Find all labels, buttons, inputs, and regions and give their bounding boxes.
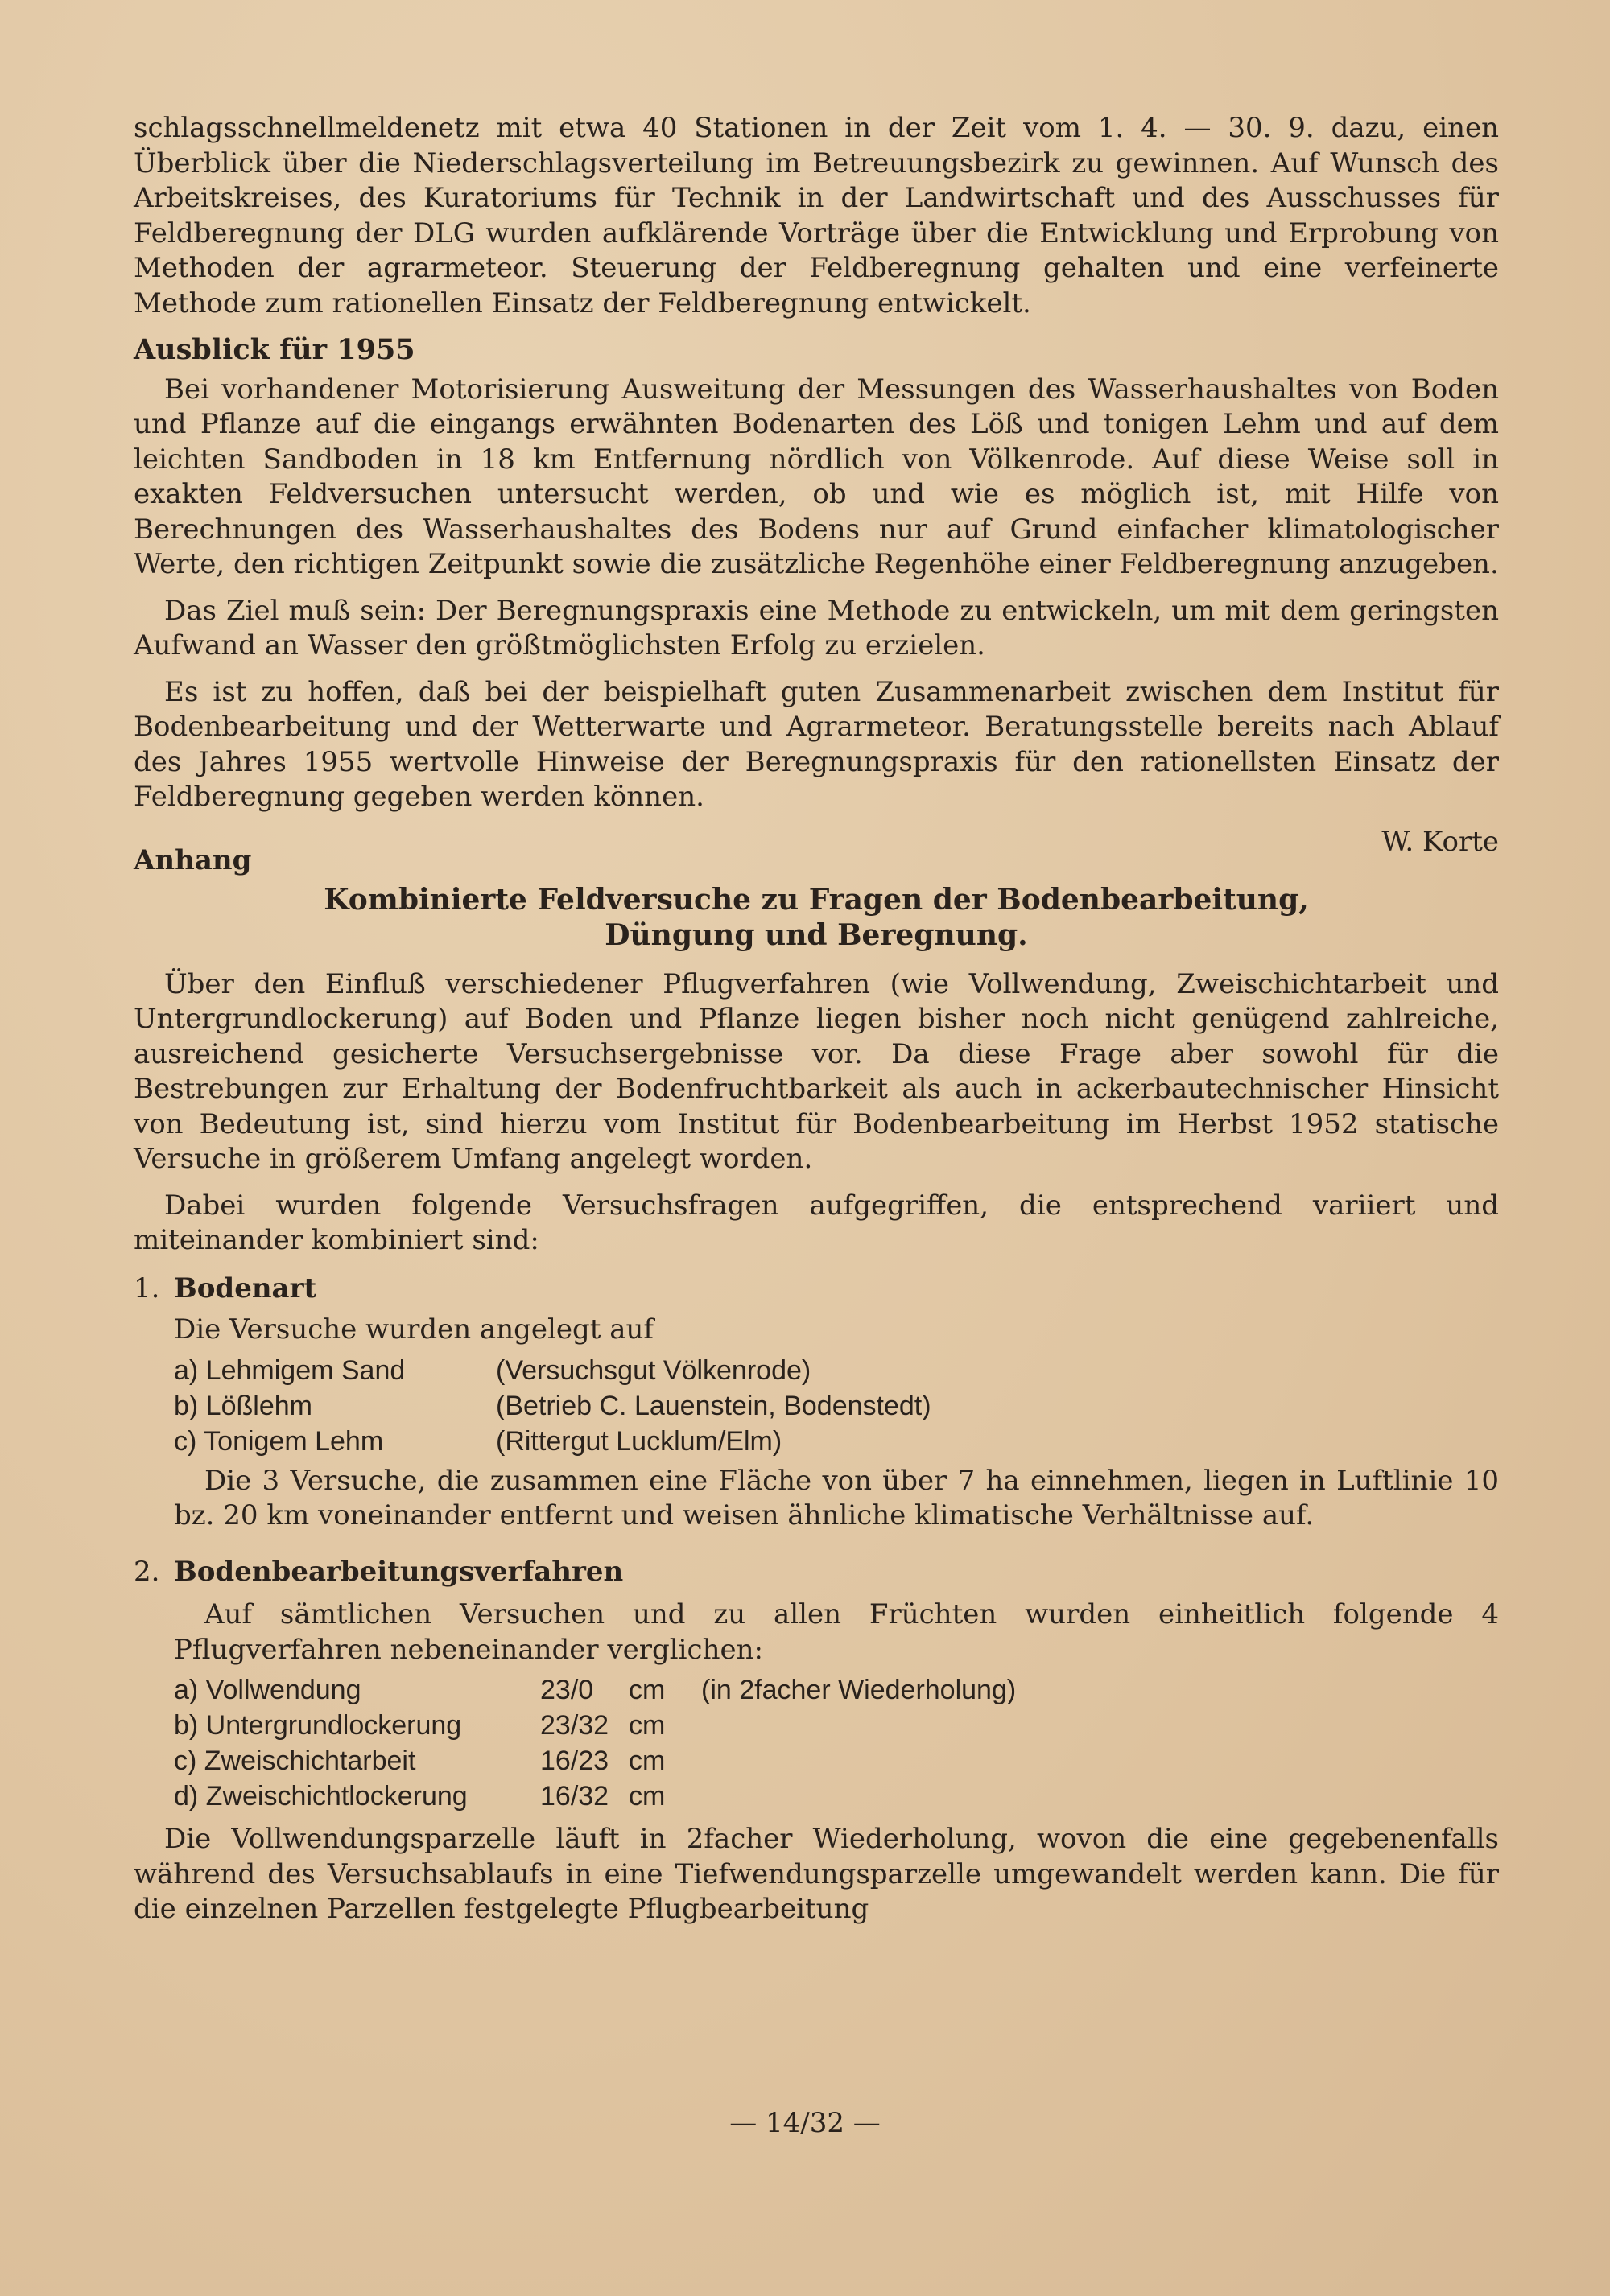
list-item xyxy=(174,1743,1016,1779)
method-unit: cm xyxy=(629,1675,666,1705)
plough-method-list xyxy=(174,1672,1016,1814)
list-item xyxy=(174,1672,1016,1708)
section-1-after: Die 3 Versuche, die zusammen eine Fläche von über 7 ha einnehmen, liegen in Luftlinie 10 bz. 20 km voneinander entfernt und weisen ähnliche klimatische Verhältnisse auf. xyxy=(174,1464,1499,1531)
appendix-title-line-2: Düngung und Beregnung. xyxy=(605,917,1028,952)
method-note xyxy=(701,1779,1016,1814)
section-1-title: Bodenart xyxy=(174,1272,317,1305)
heading-anhang: Anhang xyxy=(134,844,252,876)
method-unit: cm xyxy=(629,1781,666,1812)
ausblick-paragraph-1: Bei vorhandener Motorisierung Ausweitung der Messungen des Wasserhaushaltes von Boden und Pflanze auf die eingangs erwähnten Bodenarten des Löß und tonigen Lehm und auf dem leichten Sandboden in 18 km Entfernung nördlich von Völkenrode. Auf diese Weise soll in exakten Feldversuchen untersucht werden, ob und wie es möglich ist, mit Hilfe von Berechnungen des Wasserhaushaltes des Bodens nur auf Grund einfacher klimatologischer Werte, den richtigen Zeitpunkt sowie die zusätzliche Regenhöhe einer Feldberegnung anzugeben. xyxy=(134,373,1499,580)
anhang-paragraph-1: Über den Einfluß verschiedener Pflugverfahren (wie Vollwendung, Zweischichtarbeit und Untergrundlockerung) auf Boden und Pflanze liegen bisher noch nicht genügend zahlreiche, ausreichend gesicherte Versuchsergebnisse vor. Da diese Frage aber sowohl für die Bestrebungen zur Erhaltung der Bodenfruchtbarkeit als auch in ackerbautechnischer Hinsicht von Bedeutung ist, sind hierzu vom Institut für Bodenbearbeitung im Herbst 1952 statische Versuche in größerem Umfang angelegt worden. xyxy=(134,967,1499,1175)
method-note xyxy=(701,1743,1016,1779)
section-2-after: Die Vollwendungsparzelle läuft in 2facher Wiederholung, wovon die eine gegebenenfalls während des Versuchsablaufs in eine Tiefwendungsparzelle umgewandelt werden kann. Die für die einzelnen Parzellen festgelegte Pflugbearbeitung xyxy=(134,1823,1499,1925)
section-1-intro: Die Versuche wurden angelegt auf xyxy=(174,1313,654,1346)
method-note: (in 2facher Wiederholung) xyxy=(701,1675,1017,1705)
soil-detail: (Versuchsgut Völkenrode) xyxy=(496,1354,811,1386)
soil-label: a) Lehmigem Sand xyxy=(174,1354,406,1386)
ausblick-paragraph-3: Es ist zu hoffen, daß bei der beispielhaft guten Zusammenarbeit zwischen dem Institut für Bodenbearbeitung und der Wetterwarte und Agrarmeteor. Beratungsstelle bereits nach Ablauf des Jahres 1955 wertvolle Hinweise der Beregnungspraxis für den rationellsten Einsatz der Feldberegnung gegeben werden können. xyxy=(134,675,1499,813)
method-value: 23/32 xyxy=(540,1710,609,1741)
appendix-title xyxy=(134,882,1499,953)
intro-paragraph: schlagsschnellmeldenetz mit etwa 40 Stationen in der Zeit vom 1. 4. — 30. 9. dazu, einen Überblick über die Niederschlagsverteilung im Betreuungsbezirk zu gewinnen. Auf Wunsch des Arbeitskreises, des Kuratoriums für Technik in der Landwirtschaft und des Ausschusses für Feldberegnung der DLG wurden aufklärende Vorträge über die Entwicklung und Erprobung von Methoden der agrarmeteor. Steuerung der Feldberegnung gehalten und eine verfeinerte Methode zum rationellen Einsatz der Feldberegnung entwickelt. xyxy=(134,112,1499,319)
method-unit: cm xyxy=(629,1746,666,1776)
list-item xyxy=(174,1353,931,1388)
method-label: c) Zweischichtarbeit xyxy=(174,1746,416,1776)
list-item xyxy=(174,1779,1016,1814)
signature: W. Korte xyxy=(1381,825,1499,858)
method-value: 16/23 xyxy=(540,1746,609,1776)
list-item xyxy=(174,1708,1016,1743)
heading-ausblick: Ausblick für 1955 xyxy=(134,333,415,366)
method-label: a) Vollwendung xyxy=(174,1675,361,1705)
soil-label: b) Lößlehm xyxy=(174,1390,312,1421)
method-label: d) Zweischichtlockerung xyxy=(174,1781,468,1812)
section-2-intro: Auf sämtlichen Versuchen und zu allen Früchten wurden einheitlich folgende 4 Pflugverfahren nebeneinander verglichen: xyxy=(174,1598,1499,1666)
appendix-title-line-1: Kombinierte Feldversuche zu Fragen der Bodenbearbeitung, xyxy=(324,882,1309,917)
section-2-heading xyxy=(134,1555,1499,1590)
method-value: 16/32 xyxy=(540,1781,609,1812)
ausblick-paragraph-2: Das Ziel muß sein: Der Beregnungspraxis eine Methode zu entwickeln, um mit dem geringsten Aufwand an Wasser den größtmöglichsten Erfolg zu erzielen. xyxy=(134,594,1499,662)
page-number: — 14/32 — xyxy=(729,2107,881,2139)
anhang-paragraph-2: Dabei wurden folgende Versuchsfragen aufgegriffen, die entsprechend variiert und miteinander kombiniert sind: xyxy=(134,1189,1499,1256)
section-1-number: 1. xyxy=(134,1272,160,1305)
section-2-number: 2. xyxy=(134,1555,160,1588)
list-item xyxy=(174,1424,931,1459)
soil-type-list xyxy=(174,1353,931,1459)
method-label: b) Untergrundlockerung xyxy=(174,1710,462,1741)
list-item xyxy=(174,1388,931,1424)
method-note xyxy=(701,1708,1016,1743)
soil-detail: (Betrieb C. Lauenstein, Bodenstedt) xyxy=(496,1390,931,1421)
method-value: 23/0 xyxy=(540,1675,594,1705)
document-page xyxy=(134,111,1499,1927)
section-1-heading xyxy=(134,1272,1499,1307)
soil-label: c) Tonigem Lehm xyxy=(174,1425,384,1457)
section-2-title: Bodenbearbeitungsverfahren xyxy=(174,1555,624,1588)
soil-detail: (Rittergut Lucklum/Elm) xyxy=(496,1425,782,1457)
method-unit: cm xyxy=(629,1710,666,1741)
